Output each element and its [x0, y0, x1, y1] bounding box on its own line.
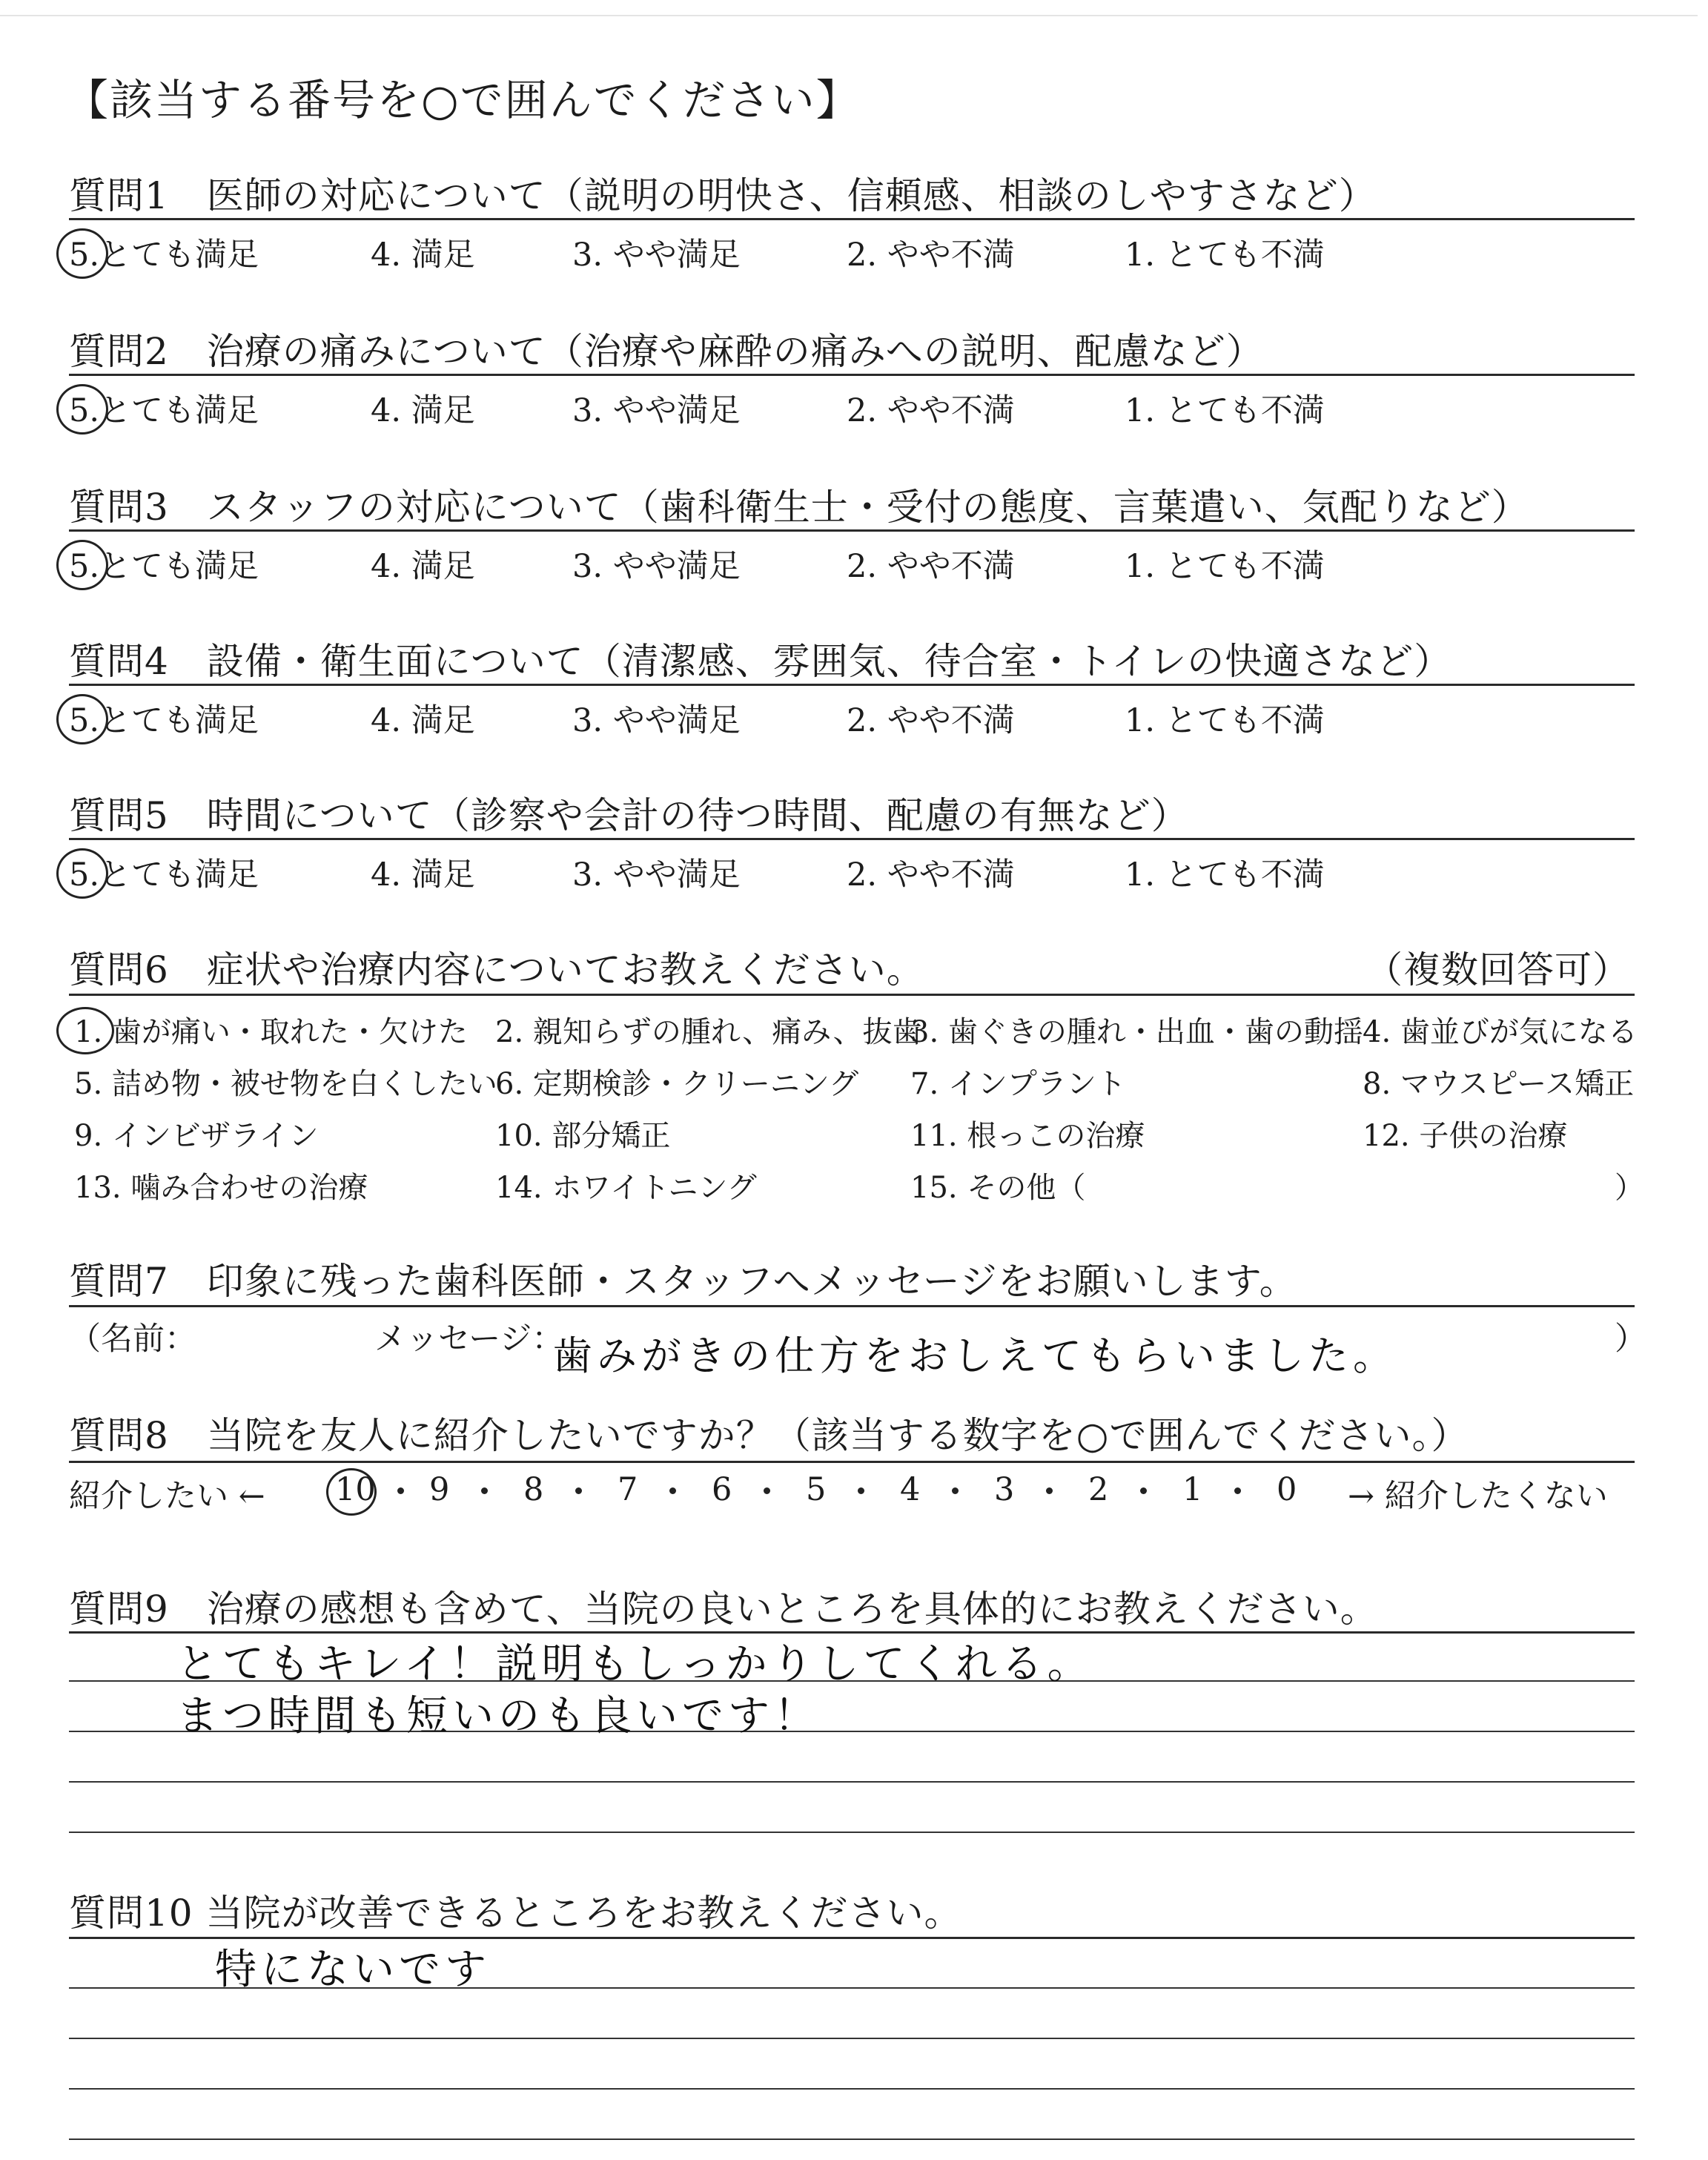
q2-option-1[interactable]: 1. とても不満: [1125, 392, 1325, 429]
q4-option-1[interactable]: 1. とても不満: [1125, 702, 1325, 739]
q6-option-3[interactable]: 3. 歯ぐきの腫れ・出血・歯の動揺: [910, 1015, 1363, 1049]
q6-option-13[interactable]: 13. 噛み合わせの治療: [74, 1171, 368, 1205]
q2-option-5[interactable]: 5.とても満足: [69, 392, 259, 429]
q7-name-label: （名前：: [69, 1321, 196, 1358]
q8-scale-2[interactable]: 2: [1088, 1471, 1109, 1508]
form-instruction-header: 【該当する番号を○で囲んでください】: [65, 75, 861, 125]
q8-scale-separator-dot: [764, 1487, 770, 1494]
q8-left-label: 紹介したい ←: [69, 1478, 265, 1515]
q9-answer-line: [69, 1781, 1635, 1783]
q3-option-4[interactable]: 4. 満足: [371, 548, 475, 585]
q7-close-paren: ）: [1615, 1321, 1646, 1358]
q3-selected-circle: [56, 540, 108, 590]
q1-option-4[interactable]: 4. 満足: [371, 237, 475, 274]
q8-rule: [69, 1461, 1635, 1463]
q7-title: 質問7 印象に残った歯科医師・スタッフへメッセージをお願いします。: [69, 1260, 1297, 1303]
q10-title: 質問10 当院が改善できるところをお教えください。: [69, 1892, 962, 1935]
q4-option-3[interactable]: 3. やや満足: [572, 702, 741, 739]
q4-title: 質問4 設備・衛生面について（清潔感、雰囲気、待合室・トイレの快適さなど）: [69, 640, 1452, 683]
q8-scale-7[interactable]: 7: [618, 1471, 638, 1508]
q1-option-5[interactable]: 5.とても満足: [69, 237, 259, 274]
q3-option-5[interactable]: 5.とても満足: [69, 548, 259, 585]
q7-handwritten-message: 歯みがきの仕方をおしえてもらいました。: [552, 1332, 1397, 1379]
q2-title: 質問2 治療の痛みについて（治療や麻酔の痛みへの説明、配慮など）: [69, 330, 1264, 373]
q6-option-10[interactable]: 10. 部分矯正: [495, 1119, 671, 1153]
q8-scale-separator-dot: [575, 1487, 582, 1494]
q8-scale-separator-dot: [669, 1487, 676, 1494]
q4-rule: [69, 684, 1635, 686]
q5-rule: [69, 838, 1635, 840]
q8-scale-separator-dot: [481, 1487, 488, 1494]
q6-rule: [69, 994, 1635, 996]
q6-option-4[interactable]: 4. 歯並びが気になる: [1363, 1015, 1638, 1049]
q8-scale-5[interactable]: 5: [806, 1471, 827, 1508]
q9-title: 質問9 治療の感想も含めて、当院の良いところを具体的にお教えください。: [69, 1588, 1378, 1631]
q6-option-11[interactable]: 11. 根っこの治療: [910, 1119, 1145, 1153]
q6-other-close-paren: ）: [1615, 1171, 1644, 1205]
q2-rule: [69, 374, 1635, 376]
q10-answer-line: [69, 2088, 1635, 2090]
q8-scale-3[interactable]: 3: [994, 1471, 1015, 1508]
q6-option-9[interactable]: 9. インビザライン: [74, 1119, 319, 1153]
q5-title: 質問5 時間について（診察や会計の待つ時間、配慮の有無など）: [69, 794, 1189, 837]
q8-scale-separator-dot: [952, 1487, 959, 1494]
q3-option-1[interactable]: 1. とても不満: [1125, 548, 1325, 585]
q8-scale-separator-dot: [858, 1487, 864, 1494]
q3-option-2[interactable]: 2. やや不満: [847, 548, 1015, 585]
q6-option-1[interactable]: 1. 歯が痛い・取れた・欠けた: [74, 1015, 468, 1049]
q2-option-2[interactable]: 2. やや不満: [847, 392, 1015, 429]
q6-title: 質問6 症状や治療内容についてお教えください。: [69, 948, 924, 991]
q3-rule: [69, 529, 1635, 532]
q4-option-4[interactable]: 4. 満足: [371, 702, 475, 739]
q1-selected-circle: [56, 228, 108, 279]
q5-option-5[interactable]: 5.とても満足: [69, 856, 259, 894]
q1-rule: [69, 218, 1635, 220]
q8-selected-circle: [326, 1468, 377, 1516]
q6-option-7[interactable]: 7. インプラント: [910, 1067, 1126, 1101]
q7-message-label: メッセージ：: [374, 1321, 564, 1358]
q6-option-8[interactable]: 8. マウスピース矯正: [1363, 1067, 1635, 1101]
q8-scale-9[interactable]: 9: [429, 1471, 450, 1508]
q6-option-6[interactable]: 6. 定期検診・クリーニング: [495, 1067, 859, 1101]
q6-multi-answer-note: （複数回答可）: [1366, 948, 1630, 991]
q6-option-5[interactable]: 5. 詰め物・被せ物を白くしたい: [74, 1067, 497, 1101]
q6-option-14[interactable]: 14. ホワイトニング: [495, 1171, 757, 1205]
q5-option-3[interactable]: 3. やや満足: [572, 856, 741, 894]
q1-option-2[interactable]: 2. やや不満: [847, 237, 1015, 274]
q9-handwritten-answer-line-2: まつ時間も短いのも良いです！: [176, 1692, 820, 1740]
q5-option-1[interactable]: 1. とても不満: [1125, 856, 1325, 894]
q6-option-15[interactable]: 15. その他（: [910, 1171, 1086, 1205]
q2-option-3[interactable]: 3. やや満足: [572, 392, 741, 429]
q8-scale-separator-dot: [1234, 1487, 1241, 1494]
q8-title: 質問8 当院を友人に紹介したいですか？（該当する数字を○で囲んでください。）: [69, 1414, 1469, 1457]
q8-scale-6[interactable]: 6: [712, 1471, 732, 1508]
q10-answer-line: [69, 2038, 1635, 2039]
scan-top-edge: [0, 15, 1698, 16]
q4-selected-circle: [56, 694, 108, 744]
q10-answer-line: [69, 2138, 1635, 2140]
q2-selected-circle: [56, 384, 108, 435]
q8-scale-1[interactable]: 1: [1182, 1471, 1203, 1508]
q1-option-1[interactable]: 1. とても不満: [1125, 237, 1325, 274]
q2-option-4[interactable]: 4. 満足: [371, 392, 475, 429]
q9-answer-line: [69, 1832, 1635, 1833]
q6-selected-circle: [56, 1007, 114, 1054]
q4-option-5[interactable]: 5.とても満足: [69, 702, 259, 739]
q8-scale-separator-dot: [397, 1487, 404, 1494]
q10-handwritten-answer: 特にないです: [215, 1946, 491, 1994]
q6-option-12[interactable]: 12. 子供の治療: [1363, 1119, 1568, 1153]
q8-scale-separator-dot: [1046, 1487, 1053, 1494]
q3-title: 質問3 スタッフの対応について（歯科衛生士・受付の態度、言葉遣い、気配りなど）: [69, 486, 1529, 529]
q8-right-label: → 紹介したくない: [1348, 1478, 1608, 1515]
q5-option-2[interactable]: 2. やや不満: [847, 856, 1015, 894]
q8-scale-4[interactable]: 4: [900, 1471, 921, 1508]
q8-scale-10[interactable]: 10: [335, 1471, 376, 1508]
q1-title: 質問1 医師の対応について（説明の明快さ、信頼感、相談のしやすさなど）: [69, 174, 1377, 217]
q9-handwritten-answer-line-1: とてもキレイ！説明もしっかりしてくれる。: [176, 1640, 1093, 1688]
q6-option-2[interactable]: 2. 親知らずの腫れ、痛み、抜歯: [495, 1015, 922, 1049]
q4-option-2[interactable]: 2. やや不満: [847, 702, 1015, 739]
q8-scale-0[interactable]: 0: [1277, 1471, 1297, 1508]
q1-option-3[interactable]: 3. やや満足: [572, 237, 741, 274]
q3-option-3[interactable]: 3. やや満足: [572, 548, 741, 585]
q8-scale-separator-dot: [1140, 1487, 1147, 1494]
q5-selected-circle: [56, 848, 108, 899]
q5-option-4[interactable]: 4. 満足: [371, 856, 475, 894]
q8-scale-8[interactable]: 8: [523, 1471, 544, 1508]
q7-rule: [69, 1305, 1635, 1307]
